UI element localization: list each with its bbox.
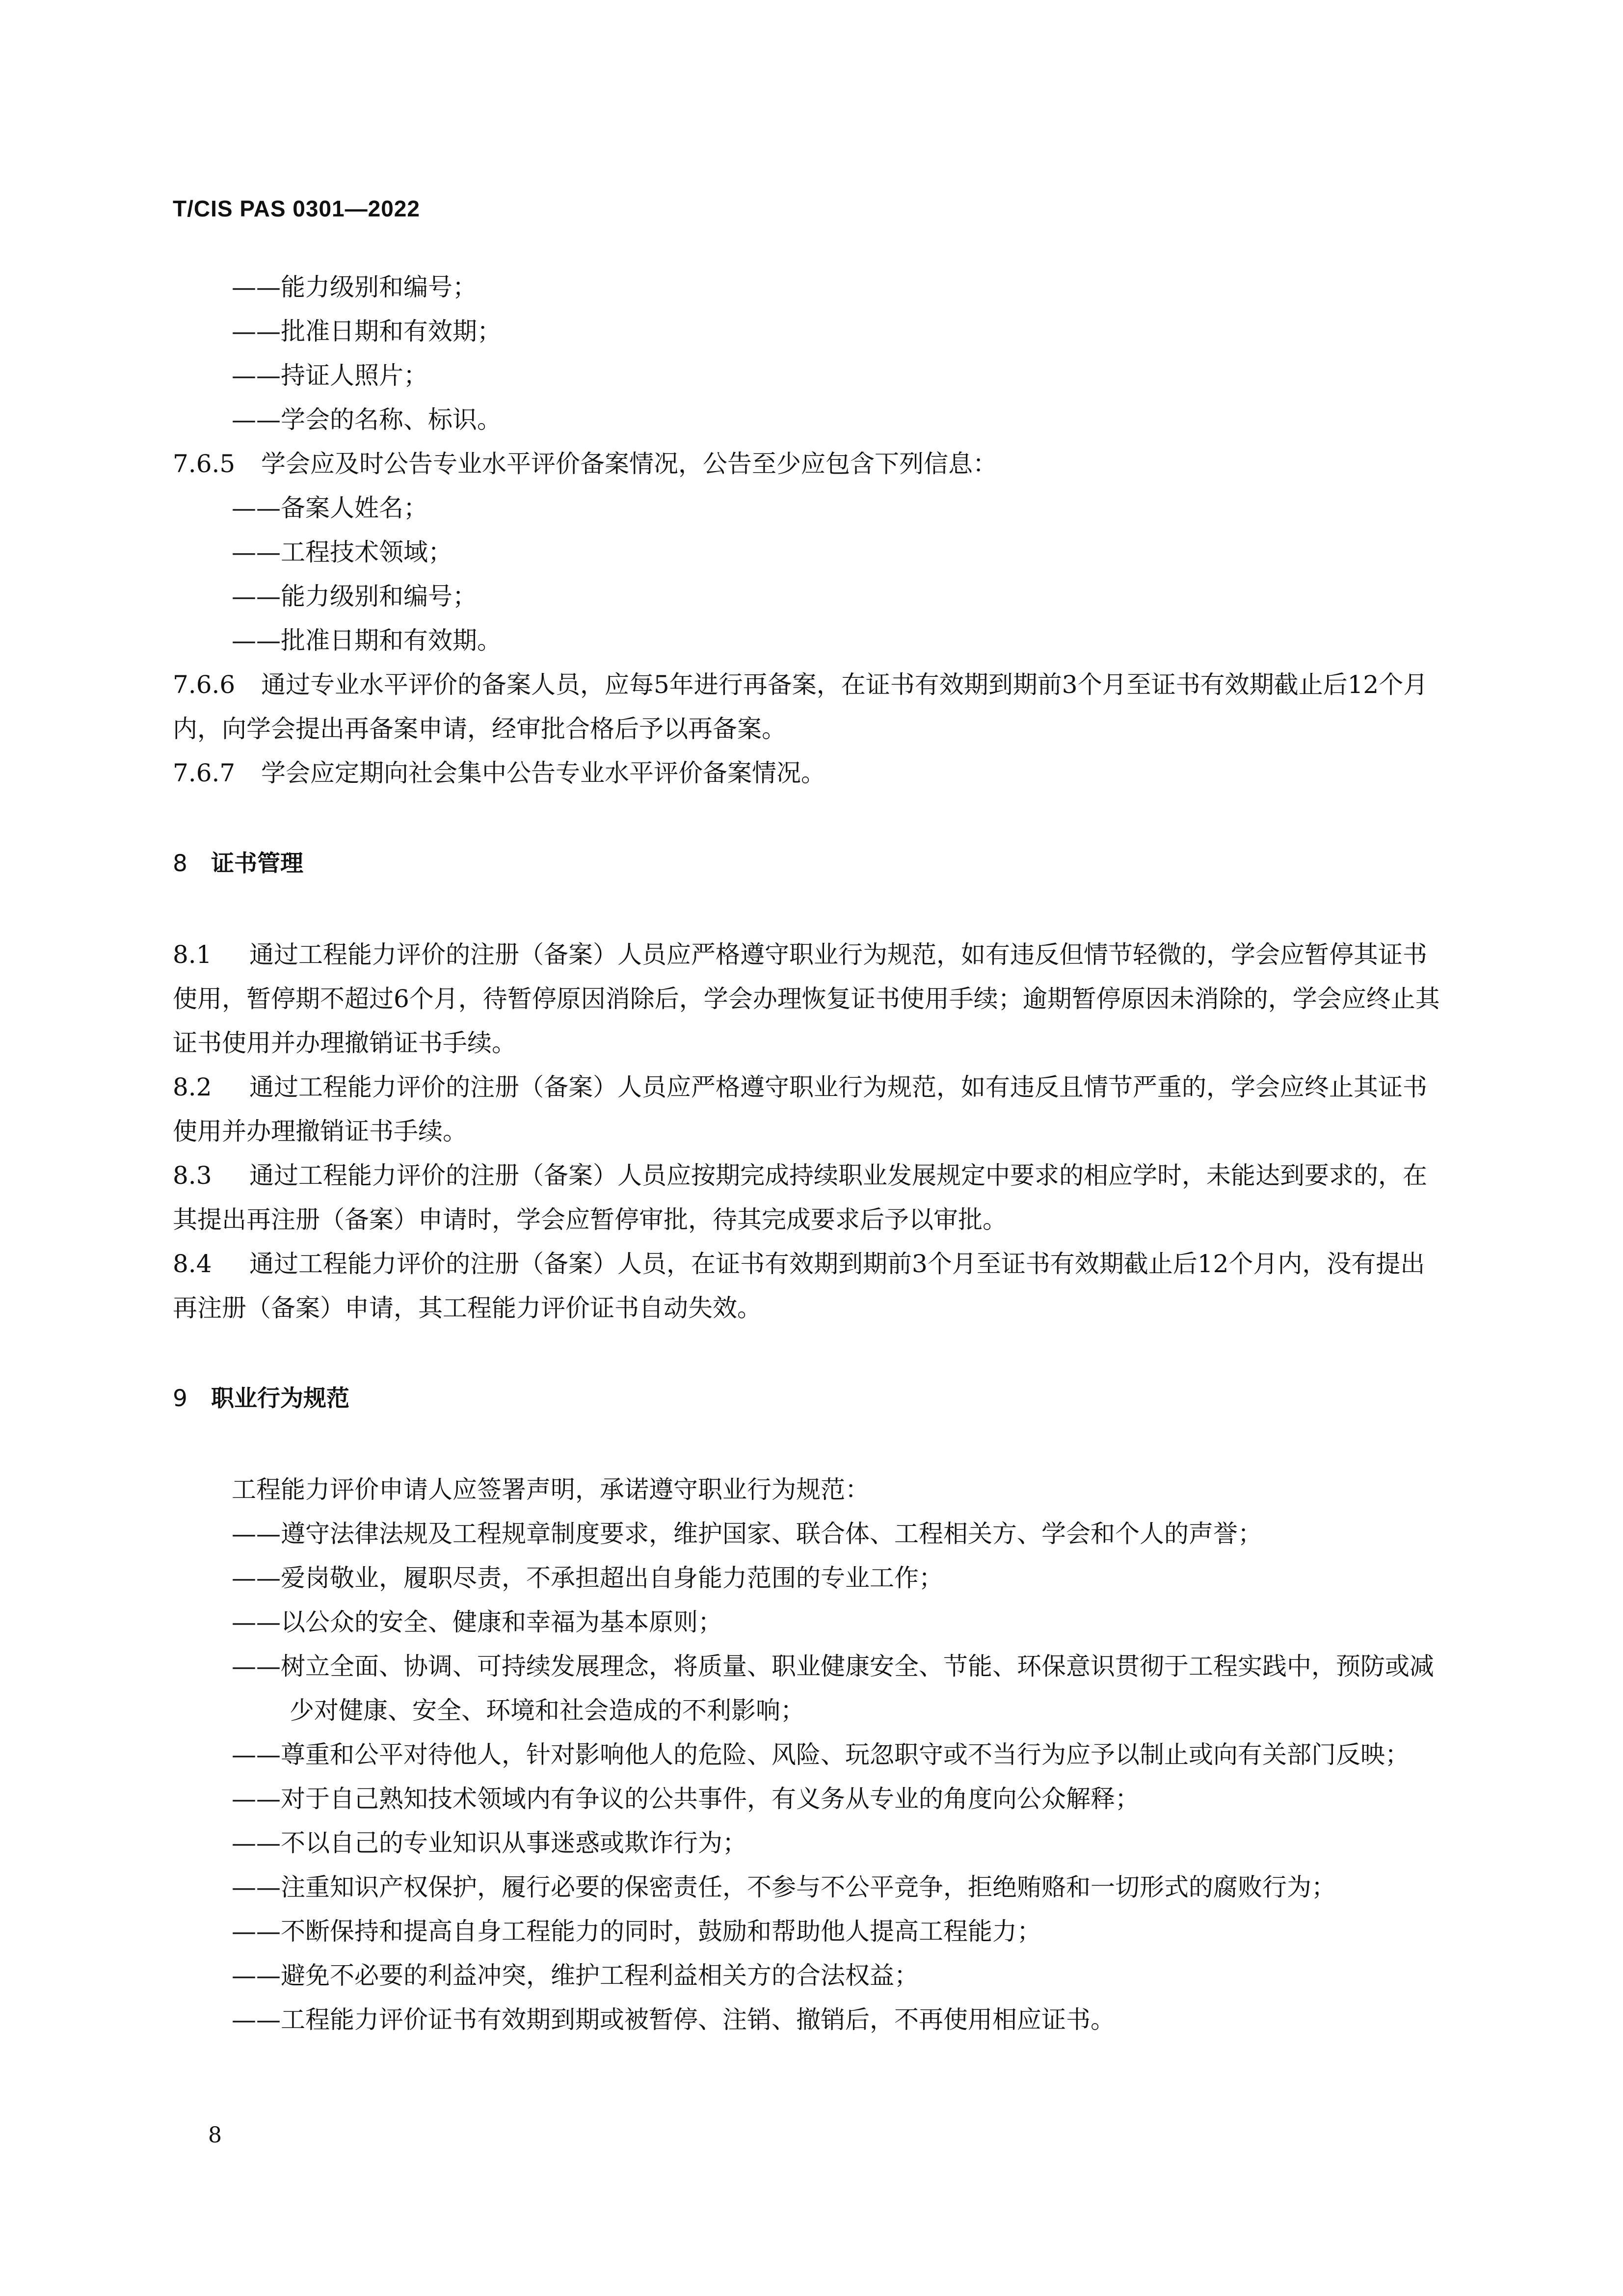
- clause-8-4: [173, 1242, 1449, 1330]
- clause-7-6-6: [173, 663, 1449, 751]
- list-item: ——不以自己的专业知识从事迷惑或欺诈行为；: [232, 1829, 747, 1857]
- section-title: 证书管理: [211, 850, 303, 877]
- document-body: [173, 265, 1449, 2042]
- section-title: 职业行为规范: [211, 1385, 349, 1412]
- clause-7-6-7: [173, 751, 1449, 795]
- list-item: ——树立全面、协调、可持续发展理念，将质量、职业健康安全、节能、环保意识贯彻于工程实践中，预防或减少对健康、安全、环境和社会造成的不利影响；: [232, 1652, 1434, 1725]
- list-item: ——批准日期和有效期。: [232, 626, 502, 655]
- clause-text: 学会应定期向社会集中公告专业水平评价备案情况。: [261, 759, 825, 787]
- clause-text: 通过工程能力评价的注册（备案）人员应严格遵守职业行为规范，如有违反且情节严重的，学会应终止其证书使用并办理撤销证书手续。: [173, 1073, 1427, 1146]
- clause-number: 7.6.5: [173, 450, 236, 478]
- section-heading-9: [173, 1379, 1449, 1418]
- clause-text: 通过工程能力评价的注册（备案）人员，在证书有效期到期前3个月至证书有效期截止后12个月内，没有提出再注册（备案）申请，其工程能力评价证书自动失效。: [173, 1250, 1425, 1322]
- list-item: ——爱岗敬业，履职尽责，不承担超出自身能力范围的专业工作；: [232, 1564, 943, 1592]
- clause-8-1: [173, 933, 1449, 1065]
- list-item: ——避免不必要的利益冲突，维护工程利益相关方的合法权益；: [232, 1961, 919, 1990]
- list-item: ——持证人照片；: [232, 361, 428, 390]
- document-header: T/CIS PAS 0301—2022: [173, 196, 420, 221]
- list-item: ——备案人姓名；: [232, 494, 428, 522]
- list-item: ——遵守法律法规及工程规章制度要求，维护国家、联合体、工程相关方、学会和个人的声誉；: [232, 1520, 1262, 1548]
- page-number: 8: [208, 2123, 222, 2148]
- list-item: ——注重知识产权保护，履行必要的保密责任，不参与不公平竞争，拒绝贿赂和一切形式的腐败行为；: [232, 1873, 1336, 1901]
- clause-number: 7.6.6: [173, 670, 236, 699]
- clause-text: 通过专业水平评价的备案人员，应每5年进行再备案，在证书有效期到期前3个月至证书有效期截止后12个月内，向学会提出再备案申请，经审批合格后予以再备案。: [173, 670, 1428, 743]
- list-item: ——能力级别和编号；: [232, 582, 477, 611]
- list-item: ——对于自己熟知技术领域内有争议的公共事件，有义务从专业的角度向公众解释；: [232, 1785, 1140, 1813]
- section-number: 9: [173, 1385, 187, 1412]
- clause-number: 8.3: [173, 1161, 212, 1190]
- clause-text: 学会应及时公告专业水平评价备案情况，公告至少应包含下列信息：: [261, 450, 997, 478]
- list-item: ——不断保持和提高自身工程能力的同时，鼓励和帮助他人提高工程能力；: [232, 1917, 1041, 1946]
- clause-8-2: [173, 1065, 1449, 1153]
- list-item: ——学会的名称、标识。: [232, 405, 502, 434]
- section-number: 8: [173, 850, 187, 877]
- clause-text: 通过工程能力评价的注册（备案）人员应严格遵守职业行为规范，如有违反但情节轻微的，学会应暂停其证书使用，暂停期不超过6个月，待暂停原因消除后，学会办理恢复证书使用手续；逾期暂停原因未消除的，学会应终止其证书使用并办理撤销证书手续。: [173, 940, 1440, 1057]
- clause-number: 8.2: [173, 1073, 212, 1101]
- list-item: ——尊重和公平对待他人，针对影响他人的危险、风险、玩忽职守或不当行为应予以制止或向有关部门反映；: [232, 1740, 1410, 1769]
- section-intro: 工程能力评价申请人应签署声明，承诺遵守职业行为规范：: [232, 1475, 870, 1504]
- list-item: ——工程能力评价证书有效期到期或被暂停、注销、撤销后，不再使用相应证书。: [232, 2005, 1115, 2034]
- clause-8-3: [173, 1153, 1449, 1242]
- list-item: ——能力级别和编号；: [232, 273, 477, 301]
- clause-number: 8.4: [173, 1250, 212, 1278]
- list-item: ——批准日期和有效期；: [232, 317, 502, 346]
- list-item: ——以公众的安全、健康和幸福为基本原则；: [232, 1608, 722, 1636]
- list-item: ——工程技术领域；: [232, 538, 452, 566]
- clause-number: 7.6.7: [173, 759, 236, 787]
- clause-text: 通过工程能力评价的注册（备案）人员应按期完成持续职业发展规定中要求的相应学时，未能达到要求的，在其提出再注册（备案）申请时，学会应暂停审批，待其完成要求后予以审批。: [173, 1161, 1427, 1234]
- clause-number: 8.1: [173, 940, 212, 969]
- section-heading-8: [173, 844, 1449, 883]
- clause-7-6-5: [173, 442, 1449, 486]
